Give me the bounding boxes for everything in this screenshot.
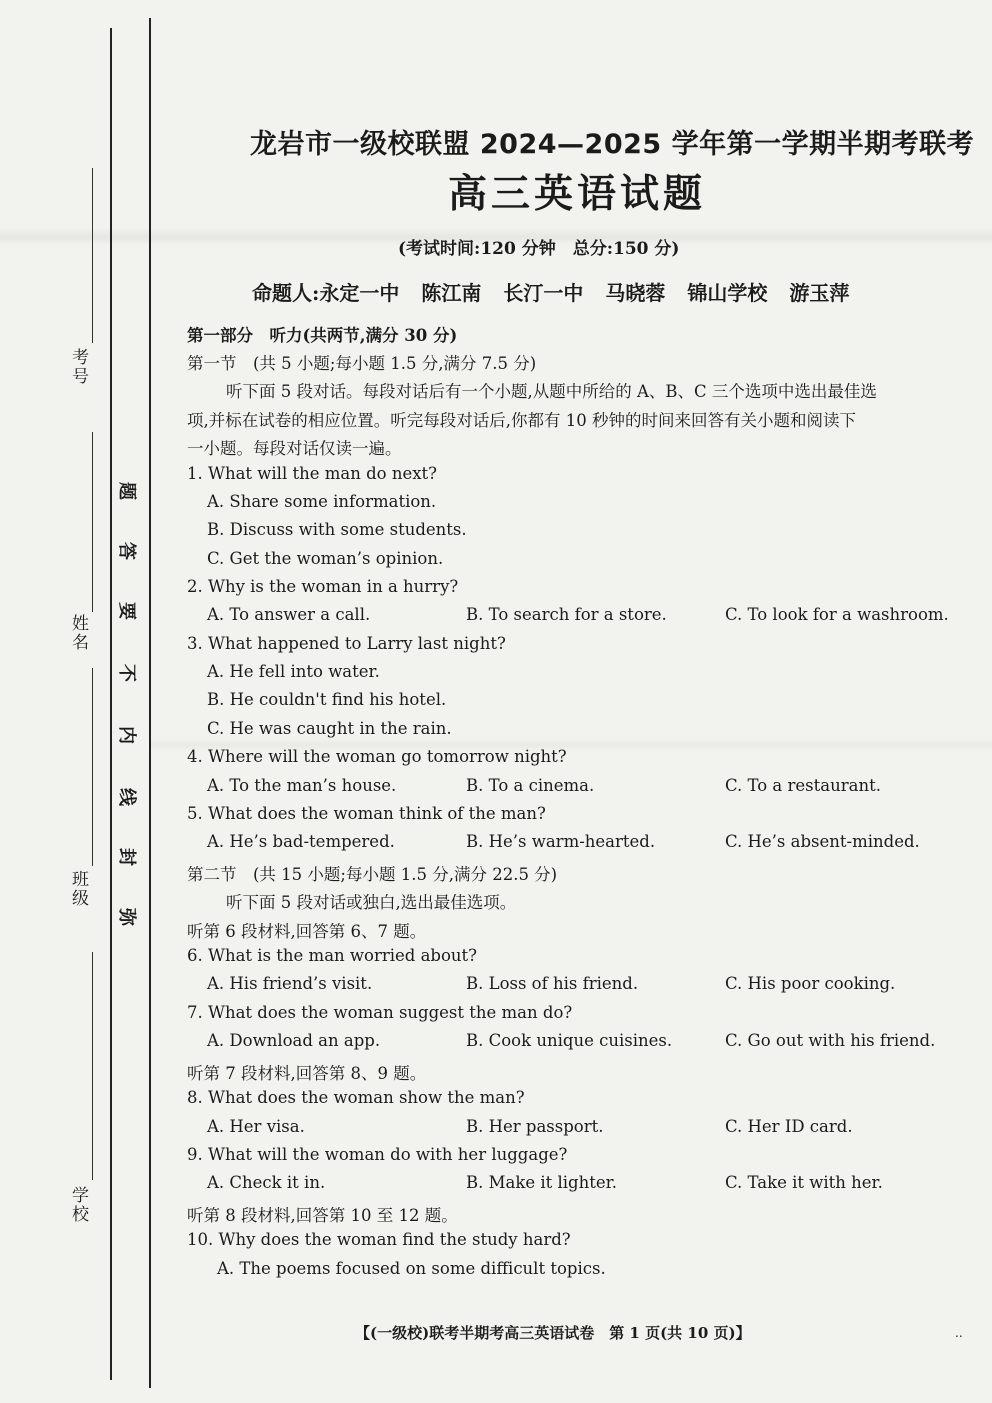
listening-instruction: 听第 6 段材料,回答第 6、7 题。 bbox=[187, 922, 427, 941]
seal-char: 题 bbox=[116, 482, 137, 500]
option-a: A. To answer a call. bbox=[207, 605, 371, 624]
option-b: B. Her passport. bbox=[466, 1117, 604, 1136]
option-b: B. He’s warm-hearted. bbox=[466, 832, 656, 851]
school-label: 学校 bbox=[68, 1186, 88, 1224]
class-underline bbox=[92, 668, 93, 866]
question-stem: 1. What will the man do next? bbox=[187, 464, 438, 483]
name-label: 姓名 bbox=[68, 614, 88, 652]
subject-title: 高三英语试题 bbox=[448, 172, 707, 217]
author-item: 锦山学校 bbox=[687, 281, 768, 305]
option-a: A. Check it in. bbox=[207, 1173, 326, 1192]
instructions: 一小题。每段对话仅读一遍。 bbox=[187, 439, 402, 458]
option-a: A. Share some information. bbox=[207, 492, 437, 511]
authors-label: 命题人:永定一中 bbox=[252, 281, 400, 305]
class-label: 班级 bbox=[68, 870, 88, 908]
option-c: C. Get the woman’s opinion. bbox=[207, 549, 444, 568]
question-stem: 2. Why is the woman in a hurry? bbox=[187, 577, 459, 596]
exam-no-underline bbox=[92, 168, 93, 343]
author-item: 长汀一中 bbox=[503, 281, 584, 305]
question-stem: 5. What does the woman think of the man? bbox=[187, 804, 546, 823]
option-c: C. To look for a washroom. bbox=[725, 605, 949, 624]
author-item: 陈江南 bbox=[421, 281, 482, 305]
option-a: A. He’s bad-tempered. bbox=[207, 832, 395, 851]
option-a: A. He fell into water. bbox=[207, 662, 380, 681]
section-heading: 第二节 (共 15 小题;每小题 1.5 分,满分 22.5 分) bbox=[187, 865, 558, 884]
school-underline bbox=[92, 952, 93, 1180]
option-b: B. To a cinema. bbox=[466, 776, 595, 795]
option-b: B. To search for a store. bbox=[466, 605, 667, 624]
question-stem: 7. What does the woman suggest the man do? bbox=[187, 1003, 573, 1022]
instructions: 项,并标在试卷的相应位置。听完每段对话后,你都有 10 秒钟的时间来回答有关小题和阅读下 bbox=[187, 411, 856, 430]
authors-line bbox=[252, 277, 871, 306]
question-stem: 8. What does the woman show the man? bbox=[187, 1088, 525, 1107]
author-item: 马晓蓉 bbox=[605, 281, 666, 305]
seal-warning bbox=[117, 470, 143, 940]
option-c: C. He was caught in the rain. bbox=[207, 719, 452, 738]
seal-char: 不 bbox=[116, 664, 137, 682]
question-stem: 10. Why does the woman find the study hard? bbox=[187, 1230, 571, 1249]
option-b: B. Loss of his friend. bbox=[466, 974, 639, 993]
seal-char: 答 bbox=[116, 542, 137, 560]
exam-no-label: 考号 bbox=[68, 348, 88, 386]
seal-char: 内 bbox=[116, 726, 137, 744]
option-c: C. His poor cooking. bbox=[725, 974, 896, 993]
part-heading: 第一部分 听力(共两节,满分 30 分) bbox=[187, 326, 458, 345]
seal-char: 要 bbox=[116, 602, 137, 620]
option-a: A. Download an app. bbox=[207, 1031, 381, 1050]
question-stem: 6. What is the man worried about? bbox=[187, 946, 478, 965]
question-stem: 4. Where will the woman go tomorrow night? bbox=[187, 747, 567, 766]
listening-instruction: 听第 8 段材料,回答第 10 至 12 题。 bbox=[187, 1206, 458, 1225]
seal-char: 封 bbox=[116, 848, 137, 866]
question-stem: 3. What happened to Larry last night? bbox=[187, 634, 506, 653]
option-a: A. The poems focused on some difficult topics. bbox=[217, 1259, 606, 1278]
option-c: C. He’s absent-minded. bbox=[725, 832, 920, 851]
author-item: 游玉萍 bbox=[789, 281, 850, 305]
option-b: B. Cook unique cuisines. bbox=[466, 1031, 673, 1050]
option-a: A. Her visa. bbox=[207, 1117, 305, 1136]
option-c: C. Her ID card. bbox=[725, 1117, 853, 1136]
option-c: C. Go out with his friend. bbox=[725, 1031, 936, 1050]
option-a: A. To the man’s house. bbox=[207, 776, 397, 795]
binding-line bbox=[110, 28, 112, 1380]
listening-instruction: 听第 7 段材料,回答第 8、9 题。 bbox=[187, 1064, 427, 1083]
seal-char: 弥 bbox=[116, 908, 137, 926]
name-underline bbox=[92, 432, 93, 612]
time-info: (考试时间:120 分钟 总分:150 分) bbox=[398, 239, 680, 259]
option-b: B. Make it lighter. bbox=[466, 1173, 617, 1192]
exam-title: 龙岩市一级校联盟 2024—2025 学年第一学期半期考联考 bbox=[250, 129, 975, 160]
binding-line bbox=[149, 18, 151, 1388]
option-c: C. Take it with her. bbox=[725, 1173, 883, 1192]
question-stem: 9. What will the woman do with her luggage? bbox=[187, 1145, 568, 1164]
option-b: B. He couldn't find his hotel. bbox=[207, 690, 447, 709]
seal-char: 线 bbox=[116, 788, 137, 806]
option-a: A. His friend’s visit. bbox=[207, 974, 373, 993]
instructions: 听下面 5 段对话或独白,选出最佳选项。 bbox=[226, 893, 517, 912]
option-b: B. Discuss with some students. bbox=[207, 520, 467, 539]
option-c: C. To a restaurant. bbox=[725, 776, 881, 795]
page-footer: 【(一级校)联考半期考高三英语试卷 第 1 页(共 10 页)】 bbox=[355, 1324, 751, 1342]
scan-dots: .. bbox=[955, 1326, 963, 1340]
section-heading: 第一节 (共 5 小题;每小题 1.5 分,满分 7.5 分) bbox=[187, 354, 537, 373]
instructions: 听下面 5 段对话。每段对话后有一个小题,从题中所给的 A、B、C 三个选项中选出最佳选 bbox=[226, 382, 877, 401]
